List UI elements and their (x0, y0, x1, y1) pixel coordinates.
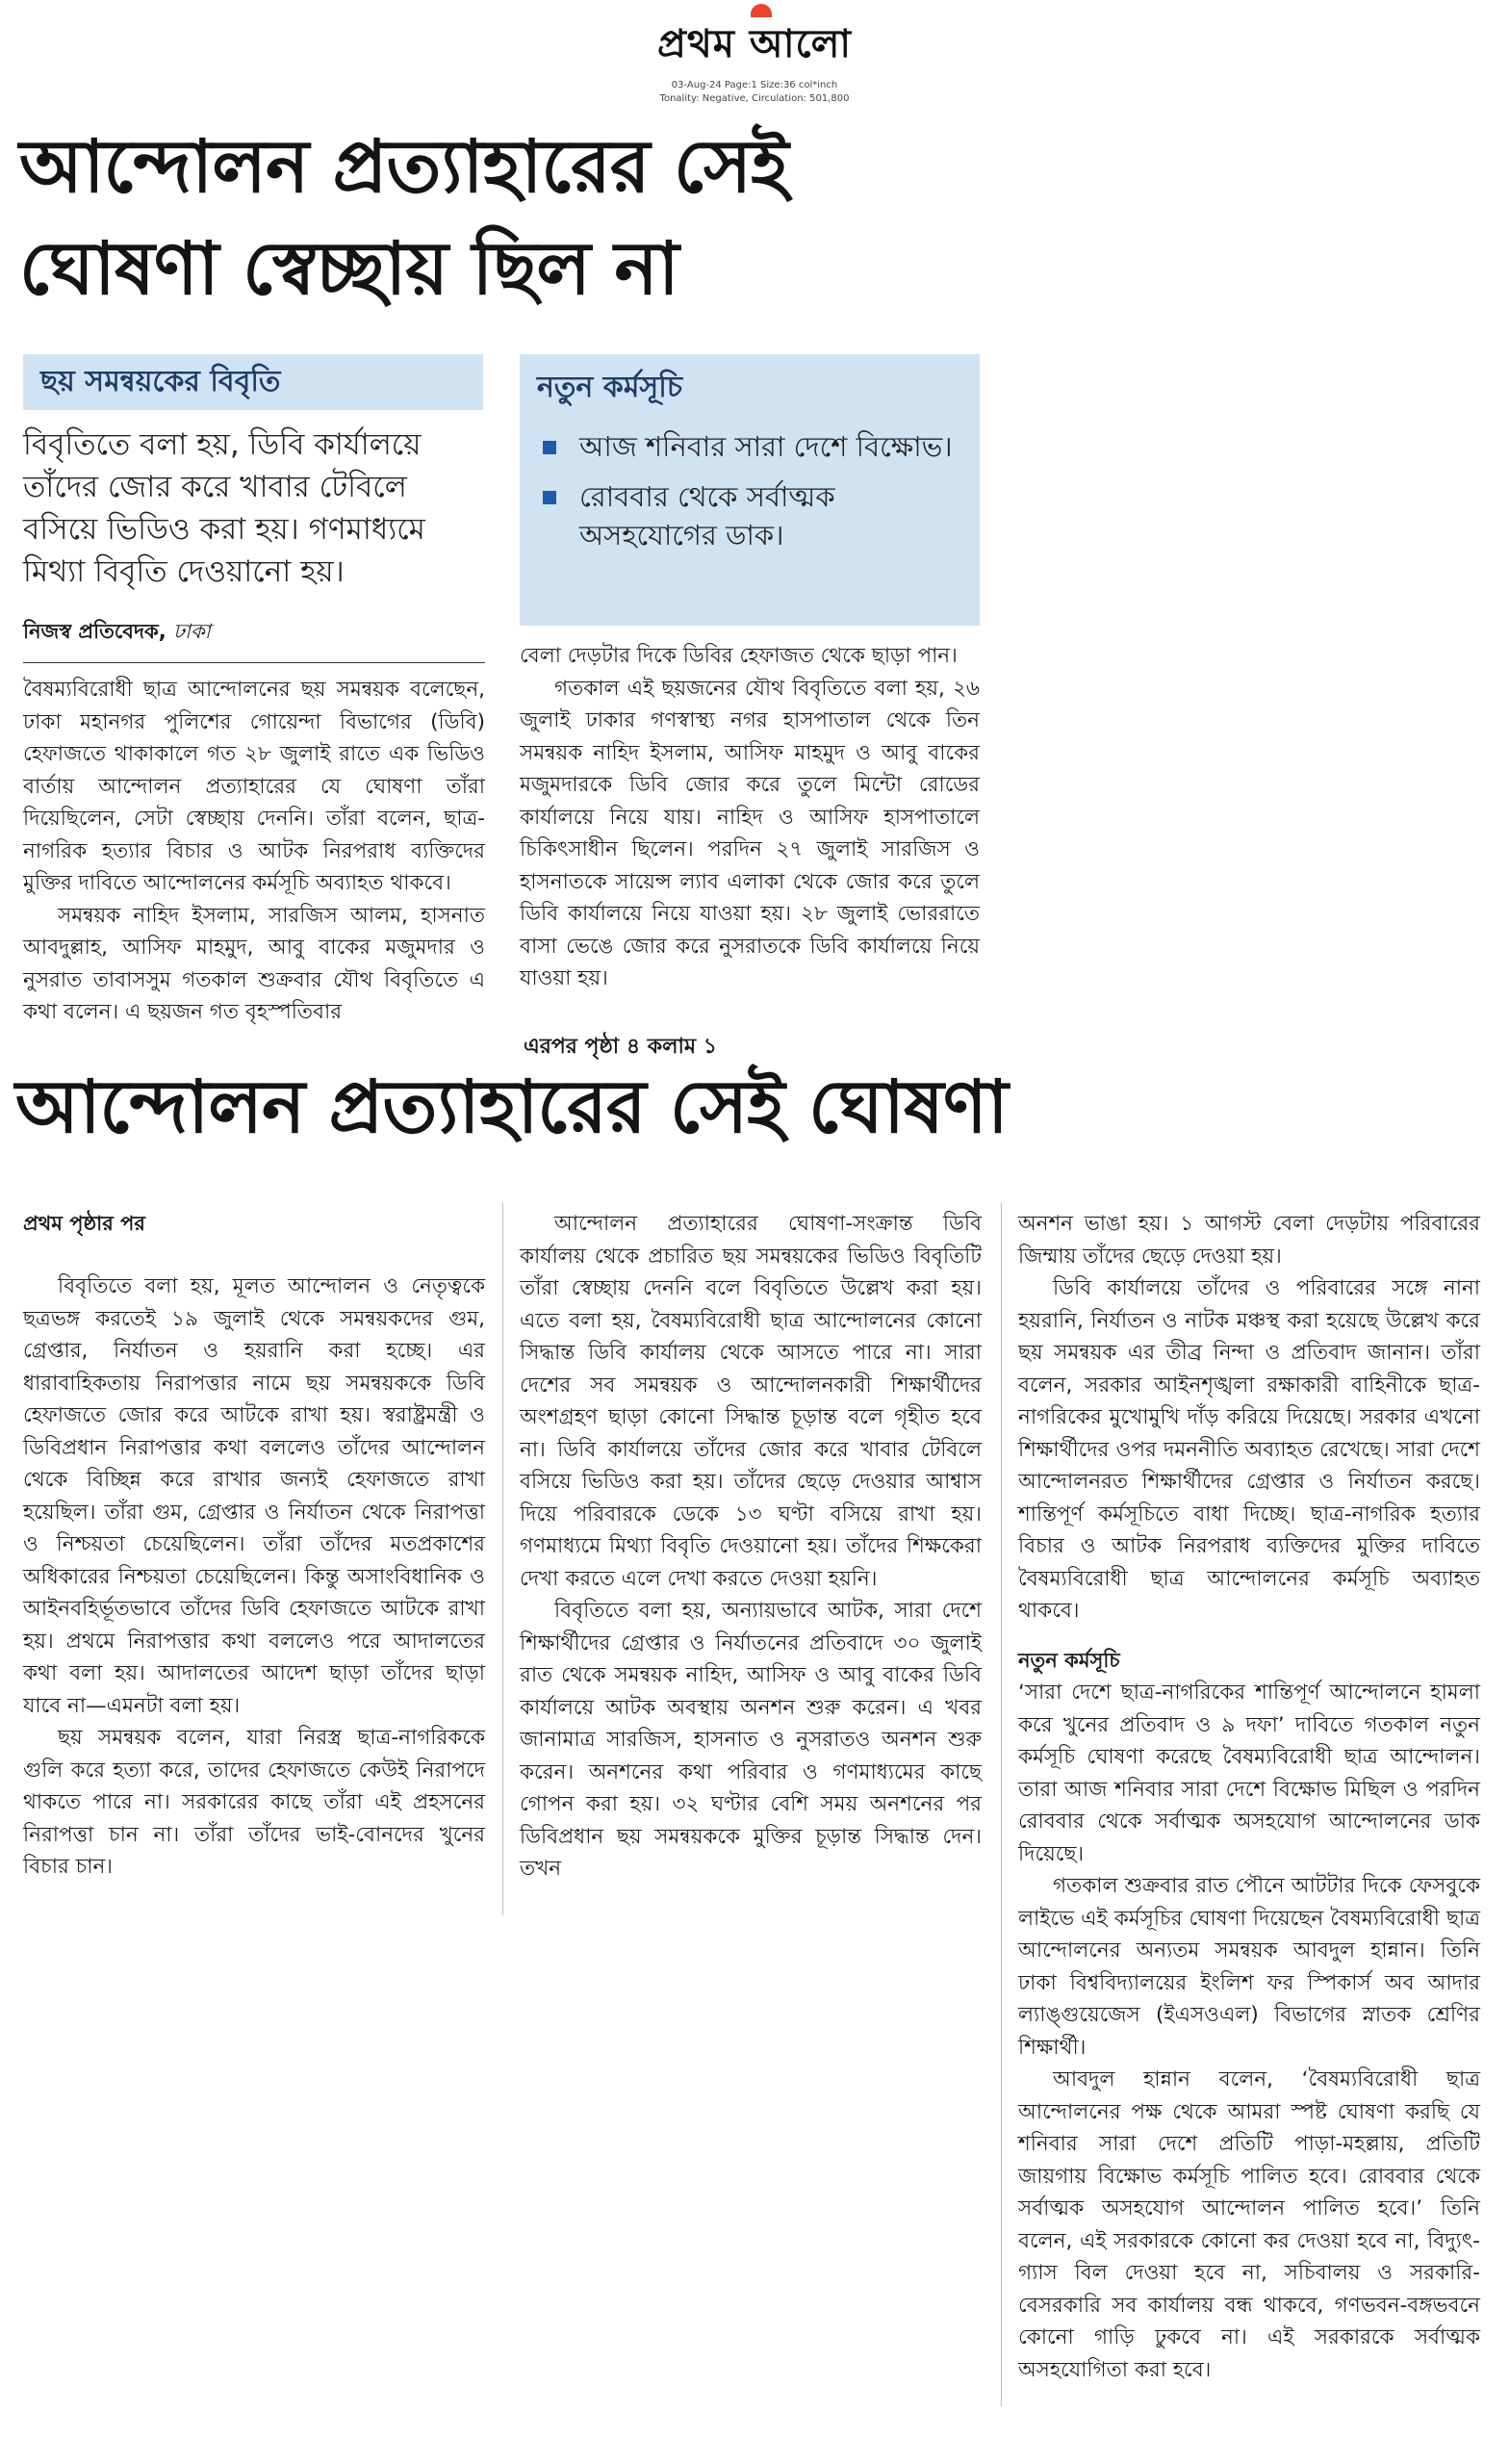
clipping-meta-line1: 03-Aug-24 Page:1 Size:36 col*inch (671, 80, 838, 90)
paragraph: বিবৃতিতে বলা হয়, মূলত আন্দোলন ও নেতৃত্বকে ছত্রভঙ্গ করতেই ১৯ জুলাই থেকে সমন্বয়কদের গুম, গ্রেপ্তার, নির্যাতন ও হয়রানি করা হচ্ছে। এর ধারাবাহিকতায় নিরাপত্তার নামে ছয় সমন্বয়ককে ডিবি হেফাজতে জোর করে আটকে রাখা হয়। স্বরাষ্ট্রমন্ত্রী ও ডিবিপ্রধান নিরাপত্তার কথা বললেও তাঁদের আন্দোলন থেকে বিচ্ছিন্ন করে রাখার জন্যই হেফাজতে রাখা হয়েছিল। তাঁরা গুম, গ্রেপ্তার ও নির্যাতন থেকে নিরাপত্তা ও নিশ্চয়তা চেয়েছিলেন। তাঁরা তাঁদের মতপ্রকাশের অধিকারের নিশ্চয়তা চেয়েছিলেন। কিন্তু অসাংবিধানিক ও আইনবহির্ভূতভাবে তাঁদের ডিবি হেফাজতে আটকে রাখা হয়। প্রথমে নিরাপত্তার কথা বললেও পরে আদালতের কথা বলা হয়। আদালতের আদেশ ছাড়া তাঁদের ছাড়া যাবে না—এমনটা বলা হয়। (23, 1274, 485, 1718)
main-headline-line2: ঘোষণা স্বেচ্ছায় ছিল না (19, 225, 678, 311)
program-box-title: নতুন কর্মসূচি (537, 371, 683, 404)
column-divider (502, 1203, 503, 1915)
byline (23, 616, 485, 650)
paragraph: বৈষম্যবিরোধী ছাত্র আন্দোলনের ছয় সমন্বয়ক বলেছেন, ঢাকা মহানগর পুলিশের গোয়েন্দা বিভাগের (ডিবি) হেফাজতে থাকাকালে গত ২৮ জুলাই রাতে এক ভিডিও বার্তায় আন্দোলন প্রত্যাহারের যে ঘোষণা তাঁরা দিয়েছিলেন, সেটা স্বেচ্ছায় দেননি। তাঁরা বলেন, ছাত্র-নাগরিক হত্যার বিচার ও আটক নিরপরাধ ব্যক্তিদের মুক্তির দাবিতে আন্দোলনের কর্মসূচি অব্যাহত থাকবে। (23, 678, 485, 895)
continued-label: প্রথম পৃষ্ঠার পর (23, 1212, 145, 1235)
paragraph: বিবৃতিতে বলা হয়, অন্যায়ভাবে আটক, সারা দেশে শিক্ষার্থীদের গ্রেপ্তার ও নির্যাতনের প্রতিবাদে ৩০ জুলাই রাত থেকে সমন্বয়ক নাহিদ, আসিফ ও আবু বাকের ডিবি কার্যালয়ে আটক অবস্থায় অনশন শুরু করেন। এ খবর জানামাত্র সারজিস, হাসনাত ও নুসরাতও অনশন শুরু করেন। অনশনের কথা পরিবার ও গণমাধ্যমের কাছে গোপন করা হয়। ৩২ ঘণ্টার বেশি সময় অনশনের পর ডিবিপ্রধান ছয় সমন্বয়ককে মুক্তির চূড়ান্ত সিদ্ধান্ত দেন। তখন (520, 1599, 982, 1881)
program-box (520, 354, 980, 626)
jump-headline: আন্দোলন প্রত্যাহারের সেই ঘোষণা (15, 1064, 1008, 1149)
jump-column-2 (520, 1208, 982, 1886)
paragraph: আন্দোলন প্রত্যাহারের ঘোষণা-সংক্রান্ত ডিবি কার্যালয় থেকে প্রচারিত ছয় সমন্বয়কের ভিডিও বিবৃতিটি তাঁরা স্বেচ্ছায় দেননি বলে বিবৃতিতে উল্লেখ করা হয়। এতে বলা হয়, বৈষম্যবিরোধী ছাত্র আন্দোলনের কোনো সিদ্ধান্ত ডিবি কার্যালয় থেকে আসতে পারে না। সারা দেশের সব সমন্বয়ক ও আন্দোলনকারী শিক্ষার্থীদের অংশগ্রহণ ছাড়া কোনো সিদ্ধান্ত চূড়ান্ত বলে গৃহীত হবে না। ডিবি কার্যালয়ে তাঁদের জোর করে খাবার টেবিলে বসিয়ে ভিডিও করা হয়। তাঁদের ছেড়ে দেওয়ার আশ্বাস দিয়ে পরিবারকে ডেকে ১৩ ঘণ্টা বসিয়ে রাখা হয়। গণমাধ্যমে মিথ্যা বিবৃতি দেওয়ানো হয়। তাঁদের শিক্ষকেরা দেখা করতে এলে দেখা করতে দেওয়া হয়নি। (520, 1212, 982, 1591)
paragraph: সমন্বয়ক নাহিদ ইসলাম, সারজিস আলম, হাসনাত আবদুল্লাহ, আসিফ মাহমুদ, আবু বাকের মজুমদার ও নুসরাত তাবাসসুম গতকাল শুক্রবার যৌথ বিবৃতিতে এ কথা বলেন। এ ছয়জন গত বৃহস্পতিবার (23, 903, 485, 1024)
byline-name: নিজস্ব প্রতিবেদক, (23, 620, 166, 643)
paragraph: গতকাল শুক্রবার রাত পৌনে আটটার দিকে ফেসবুকে লাইভে এই কর্মসূচির ঘোষণা দিয়েছেন বৈষম্যবিরোধী ছাত্র আন্দোলনের অন্যতম সমন্বয়ক আবদুল হান্নান। তিনি ঢাকা বিশ্ববিদ্যালয়ের ইংলিশ ফর স্পিকার্স অব আদার ল্যাঙ্গুয়েজেস (ইএসওএল) বিভাগের স্নাতক শ্রেণির শিক্ষার্থী। (1018, 1874, 1480, 2060)
program-list (520, 422, 980, 554)
logo-sun-icon (751, 4, 772, 17)
paragraph: আবদুল হান্নান বলেন, ‘বৈষম্যবিরোধী ছাত্র আন্দোলনের পক্ষ থেকে আমরা স্পষ্ট ঘোষণা করছি যে শনিবার সারা দেশে প্রতিটি পাড়া-মহল্লায়, প্রতিটি জায়গায় বিক্ষোভ কর্মসূচি পালিত হবে। রোববার থেকে সর্বাত্মক অসহযোগ আন্দোলন পালিত হবে।’ তিনি বলেন, এই সরকারকে কোনো কর দেওয়া হবে না, বিদ্যুৎ-গ্যাস বিল দেওয়া হবে না, সচিবালয় ও সরকারি-বেসরকারি সব কার্যালয় বন্ধ থাকবে, গণভবন-বঙ্গভবনে কোনো গাড়ি ঢুকবে না। এই সরকারকে সর্বাত্মক অসহযোগিতা করা হবে। (1018, 2067, 1480, 2382)
masthead (0, 13, 1509, 105)
program-item: রোববার থেকে সর্বাত্মক অসহযোগের ডাক। (537, 477, 960, 554)
newspaper-logo (657, 13, 852, 78)
paragraph: গতকাল এই ছয়জনের যৌথ বিবৃতিতে বলা হয়, ২৬ জুলাই ঢাকার গণস্বাস্থ্য নগর হাসপাতাল থেকে তিন সমন্বয়ক নাহিদ ইসলাম, আসিফ মাহমুদ ও আবু বাকের মজুমদারকে ডিবি জোর করে তুলে মিন্টো রোডের কার্যালয়ে নিয়ে যায়। নাহিদ ও আসিফ হাসপাতালে চিকিৎসাধীন ছিলেন। পরদিন ২৭ জুলাই সারজিস ও হাসনাতকে সায়েন্স ল্যাব এলাকা থেকে জোর করে তুলে ডিবি কার্যালয়ে নিয়ে যাওয়া হয়। ২৮ জুলাই ভোররাতে বাসা ভেঙে জোর করে নুসরাতকে ডিবি কার্যালয়ে নিয়ে যাওয়া হয়। (520, 676, 980, 990)
summary-title-bar (23, 354, 483, 410)
front-column-2 (520, 640, 980, 995)
jump-column-3 (1018, 1208, 1480, 2386)
main-headline (19, 116, 982, 320)
paragraph: বেলা দেড়টার দিকে ডিবির হেফাজত থেকে ছাড়া পান। (520, 644, 958, 668)
main-headline-line1: আন্দোলন প্রত্যাহারের সেই (19, 123, 788, 209)
summary-title: ছয় সমন্বয়কের বিবৃতি (40, 365, 281, 398)
summary-text: বিবৃতিতে বলা হয়, ডিবি কার্যালয়ে তাঁদের জোর করে খাবার টেবিলে বসিয়ে ভিডিও করা হয়। গণমাধ্যমে মিথ্যা বিবৃতি দেওয়ানো হয়। (23, 427, 425, 589)
paragraph: ছয় সমন্বয়ক বলেন, যারা নিরস্ত্র ছাত্র-নাগরিককে গুলি করে হত্যা করে, তাদের হেফাজতে কেউই নিরাপদে থাকতে পারে না। সরকারের কাছে তাঁরা এই প্রহসনের নিরাপত্তা চান না। তাঁরা তাঁদের ভাই-বোনদের খুনের বিচার চান। (23, 1726, 485, 1879)
byline-place: ঢাকা (173, 620, 211, 643)
paragraph: ‘সারা দেশে ছাত্র-নাগরিকের শান্তিপূর্ণ আন্দোলনে হামলা করে খুনের প্রতিবাদ ও ৯ দফা’ দাবিতে গতকাল নতুন কর্মসূচি ঘোষণা করেছে বৈষম্যবিরোধী ছাত্র আন্দোলন। তারা আজ শনিবার সারা দেশে বিক্ষোভ মিছিল ও পরদিন রোববার থেকে সর্বাত্মক অসহযোগ আন্দোলনের ডাক দিয়েছে। (1018, 1681, 1480, 1866)
paragraph: ডিবি কার্যালয়ে তাঁদের ও পরিবারের সঙ্গে নানা হয়রানি, নির্যাতন ও নাটক মঞ্চস্থ করা হয়েছে উল্লেখ করে ছয় সমন্বয়ক এর তীব্র নিন্দা ও প্রতিবাদ জানান। তাঁরা বলেন, সরকার আইনশৃঙ্খলা রক্ষাকারী বাহিনীকে ছাত্র-নাগরিকের মুখোমুখি দাঁড় করিয়ে দিয়েছে। সরকার এখনো শিক্ষার্থীদের ওপর দমননীতি অব্যাহত রেখেছে। সারা দেশে আন্দোলনরত শিক্ষার্থীদের গ্রেপ্তার ও নির্যাতন করছে। শান্তিপূর্ণ কর্মসূচিতে বাধা দিচ্ছে। ছাত্র-নাগরিক হত্যার বিচার ও আটক নিরপরাধ ব্যক্তিদের মুক্তির দাবিতে বৈষম্যবিরোধী ছাত্র আন্দোলনের কর্মসূচি অব্যাহত থাকবে। (1018, 1276, 1480, 1623)
jump-column-1 (23, 1270, 485, 1884)
paragraph: অনশন ভাঙা হয়। ১ আগস্ট বেলা দেড়টায় পরিবারের জিম্মায় তাঁদের ছেড়ে দেওয়া হয়। (1018, 1212, 1480, 1269)
subheading-new-program: নতুন কর্মসূচি (1018, 1648, 1120, 1672)
front-column-1 (23, 674, 485, 1029)
logo-text: প্রথম আলো (656, 21, 853, 66)
clipping-meta-line2: Tonality: Negative, Circulation: 501,800 (659, 93, 850, 104)
jump-line: এরপর পৃষ্ঠা ৪ কলাম ১ (524, 1035, 718, 1059)
byline-rule (23, 662, 485, 663)
column-divider (1001, 1203, 1002, 2406)
program-item: আজ শনিবার সারা দেশে বিক্ষোভ। (537, 427, 960, 466)
